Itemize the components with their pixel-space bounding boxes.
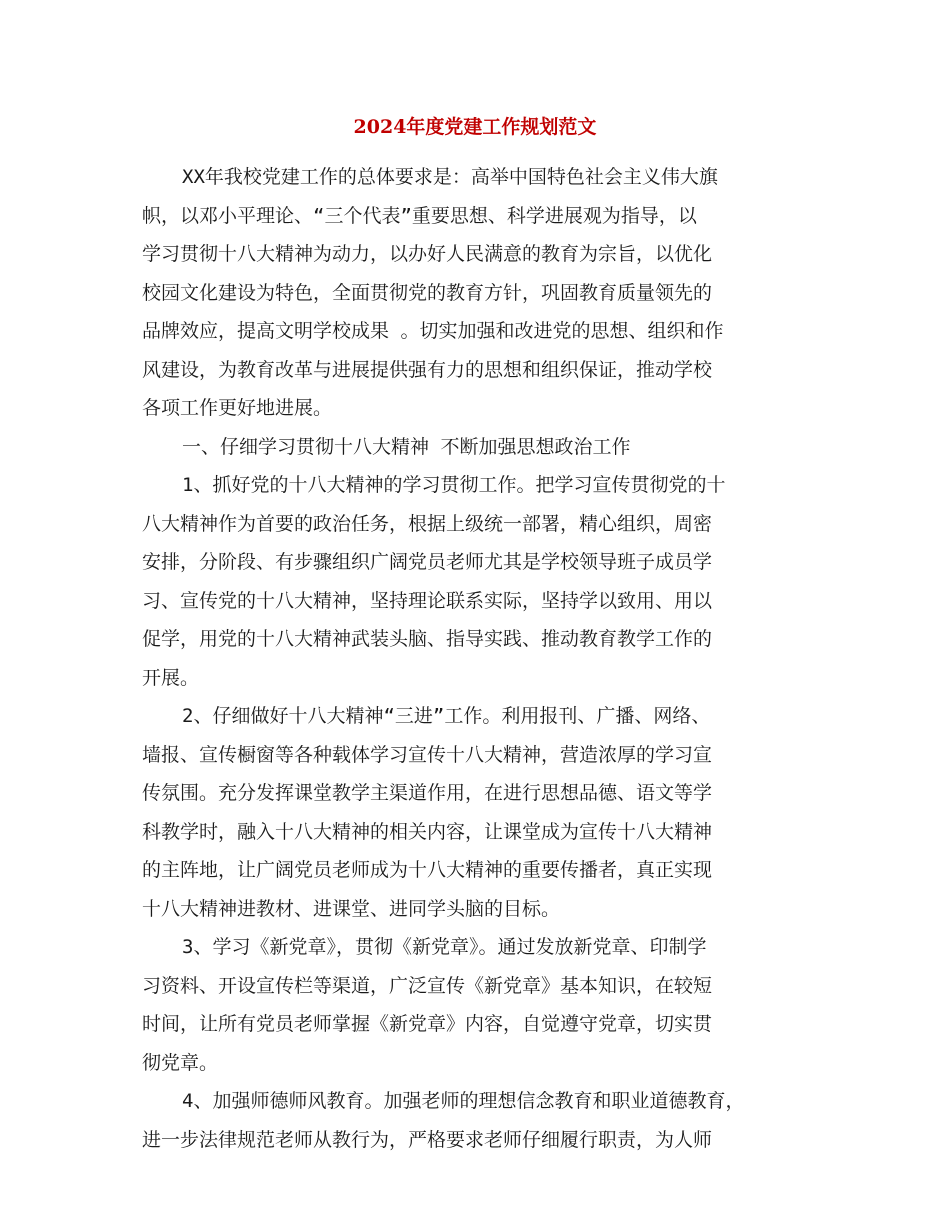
paragraph-line: 十八大精神进教材、进课堂、进同学头脑的目标。	[142, 897, 561, 920]
paragraph-line: XX年我校党建工作的总体要求是：高举中国特色社会主义伟大旗	[182, 166, 718, 188]
paragraph-line: 2、仔细做好十八大精神“三进”工作。利用报刊、广播、网络、	[182, 705, 711, 727]
paragraph-line: 校园文化建设为特色，全面贯彻党的教育方针，巩固教育质量领先的	[142, 281, 713, 304]
paragraph-line: 安排，分阶段、有步骤组织广阔党员老师尤其是学校领导班子成员学	[142, 551, 713, 573]
paragraph-line: 彻党章。	[142, 1051, 219, 1074]
paragraph-line: 时间，让所有党员老师掌握《新党章》内容，自觉遵守党章，切实贯	[142, 1013, 713, 1035]
paragraph-line: 习、宣传党的十八大精神，坚持理论联系实际，坚持学以致用、用以	[142, 589, 713, 612]
paragraph-line: 八大精神作为首要的政治任务，根据上级统一部署，精心组织，周密	[142, 512, 713, 535]
paragraph-line: 促学，用党的十八大精神武装头脑、指导实践、推动教育教学工作的	[142, 628, 713, 650]
paragraph-line: 习资料、开设宣传栏等渠道，广泛宣传《新党章》基本知识，在较短	[142, 974, 713, 997]
paragraph-line: 科教学时，融入十八大精神的相关内容，让课堂成为宣传十八大精神	[142, 820, 713, 843]
document-title: 2024年度党建工作规划范文	[353, 116, 597, 138]
paragraph-line: 各项工作更好地进展。	[142, 397, 333, 419]
paragraph-line: 传氛围。充分发挥课堂教学主渠道作用，在进行思想品德、语文等学	[142, 782, 713, 804]
paragraph-line: 3、学习《新党章》，贯彻《新党章》。通过发放新党章、印制学	[182, 936, 707, 958]
paragraph-line: 开展。	[142, 666, 200, 689]
paragraph-line: 4、加强师德师风教育。加强老师的理想信念教育和职业道德教育，	[182, 1090, 745, 1112]
paragraph-line: 帜，以邓小平理论、“三个代表”重要思想、科学进展观为指导，以	[142, 204, 697, 227]
paragraph-line: 进一步法律规范老师从教行为，严格要求老师仔细履行职责，为人师	[142, 1128, 713, 1151]
paragraph-line: 的主阵地，让广阔党员老师成为十八大精神的重要传播者，真正实现	[142, 859, 713, 881]
paragraph-line: 风建设，为教育改革与进展提供强有力的思想和组织保证，推动学校	[142, 358, 713, 381]
paragraph-line: 墙报、宣传橱窗等各种载体学习宣传十八大精神，营造浓厚的学习宣	[142, 743, 713, 766]
paragraph-line: 学习贯彻十八大精神为动力，以办好人民满意的教育为宗旨，以优化	[142, 243, 713, 265]
document-body	[142, 158, 832, 1159]
paragraph-line: 品牌效应，提高文明学校成果 。切实加强和改进党的思想、组织和作	[142, 320, 724, 342]
section-heading: 一、仔细学习贯彻十八大精神 不断加强思想政治工作	[182, 435, 631, 458]
paragraph-line: 1、抓好党的十八大精神的学习贯彻工作。把学习宣传贯彻党的十	[182, 474, 726, 496]
